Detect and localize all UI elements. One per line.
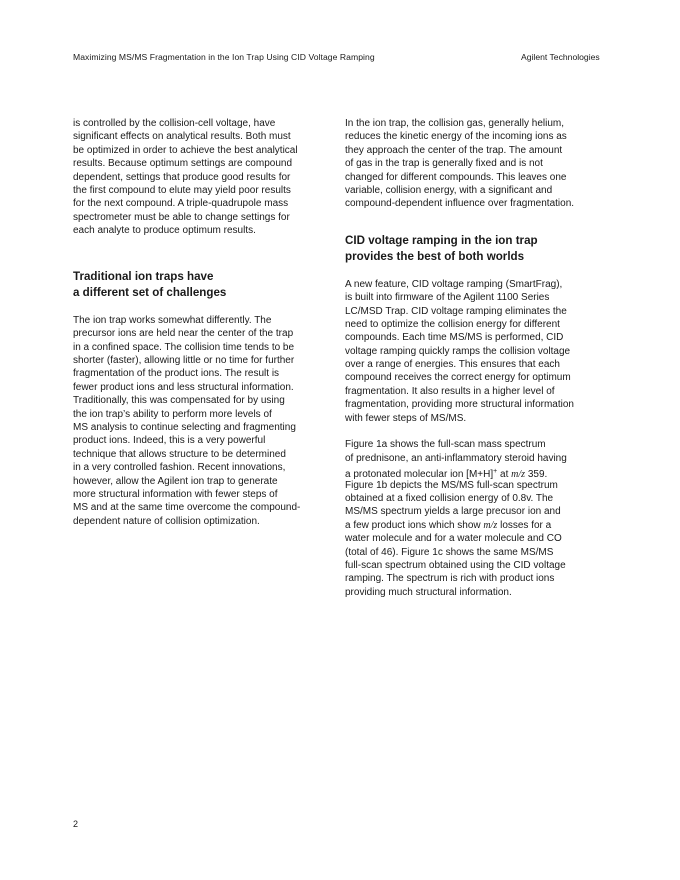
text-line: reduces the kinetic energy of the incoming ions as [345,131,567,143]
heading-line: CID voltage ramping in the ion trap [345,233,538,247]
mz-symbol: m/z [483,519,498,531]
left-paragraph-1 [73,117,335,238]
text-line: more structural information with fewer steps of [73,488,278,500]
text-line: fragmentation, providing more structural information [345,399,574,411]
text-line: significant effects on analytical results. Both must [73,131,291,143]
text-line: Traditionally, this was compensated for by using [73,395,285,407]
text-line: water molecule and for a water molecule and CO [345,533,562,545]
text-line: precursor ions are held near the center of the trap [73,328,294,340]
text-line: MS analysis to continue selecting and fragmenting [73,422,296,434]
text-line: they approach the center of the trap. The amount [345,144,563,156]
text-line [345,465,613,481]
text-line: is built into firmware of the Agilent 1100 Series [345,292,550,304]
text-fragment: a few product ions which show [345,519,484,531]
text-line: dependent, settings that produce good results for [73,171,291,183]
text-line: (total of 46). Figure 1c shows the same MS/MS [345,546,554,558]
text-line: compound-dependent influence over fragmentation. [345,198,575,210]
running-header-company: Agilent Technologies [521,52,600,62]
right-paragraph-3 [345,438,613,599]
text-line: however, allow the Agilent ion trap to generate [73,475,278,487]
text-line: fragmentation of the product ions. The result is [73,368,280,380]
text-line: voltage ramping quickly ramps the collision voltage [345,345,571,357]
text-fragment: at [497,469,512,481]
text-line: MS and at the same time overcome the compound- [73,502,301,514]
text-line: full-scan spectrum obtained using the CID voltage [345,559,566,571]
text-line: over a range of energies. This ensures that each [345,359,560,371]
page-number: 2 [73,819,79,829]
text-line: ramping. The spectrum is rich with product ions [345,573,555,585]
right-column [345,117,613,599]
text-line: Figure 1b depicts the MS/MS full-scan spectrum [345,479,558,491]
text-line: of gas in the trap is generally fixed and is not [345,158,543,170]
text-line: need to optimize the collision energy for different [345,318,560,330]
text-line: MS/MS spectrum yields a large precusor ion and [345,506,561,518]
text-line: be optimized in order to achieve the best analytical [73,144,298,156]
text-line: shorter (faster), allowing little or no time for further [73,355,295,367]
left-column [73,117,335,528]
right-paragraph-1 [345,117,613,211]
mz-symbol: m/z [511,469,526,481]
text-line: providing much structural information. [345,586,512,598]
text-line: LC/MSD Trap. CID voltage ramping eliminates the [345,305,567,317]
running-header-title: Maximizing MS/MS Fragmentation in the Ion Trap Using CID Voltage Ramping [73,52,375,62]
text-line: in a confined space. The collision time tends to be [73,341,295,353]
text-line: changed for different compounds. This leaves one [345,171,567,183]
text-fragment: losses for a [497,519,552,531]
text-line: The ion trap works somewhat differently. The [73,314,272,326]
text-line: is controlled by the collision-cell voltage, have [73,118,276,129]
right-paragraph-2 [345,278,613,425]
text-line: with fewer steps of MS/MS. [345,412,467,424]
text-line: Figure 1a shows the full-scan mass spectrum [345,439,546,451]
text-line [345,519,613,532]
text-line: product ions. Indeed, this is a very powerful [73,435,266,447]
text-line: the first compound to elute may yield poor results [73,184,291,196]
text-line: compound receives the correct energy for optimum [345,372,571,384]
heading-line: a different set of challenges [73,285,227,299]
text-line: for the next compound. A triple-quadrupole mass [73,198,289,210]
text-line: of prednisone, an anti-inflammatory steroid having [345,452,567,464]
section-heading-traditional-ion-traps [73,269,335,301]
text-line: variable, collision energy, with a significant and [345,184,553,196]
text-fragment: 359. [525,469,548,481]
text-line: spectrometer must be able to change settings for [73,211,290,223]
heading-line: Traditional ion traps have [73,269,214,283]
text-line: technique that allows structure to be determined [73,448,286,460]
text-line: compounds. Each time MS/MS is performed, CID [345,332,564,344]
text-line: In the ion trap, the collision gas, generally helium, [345,118,565,129]
superscript: + [493,468,498,476]
text-fragment: a protonated molecular ion [M+H] [345,469,494,481]
text-line: the ion trap’s ability to perform more levels of [73,408,272,420]
text-line: each analyte to produce optimum results. [73,225,256,237]
text-line: A new feature, CID voltage ramping (SmartFrag), [345,278,563,290]
text-line: fragmentation. It also results in a higher level of [345,385,555,397]
left-paragraph-2 [73,314,335,528]
text-line: fewer product ions and less structural information. [73,381,294,393]
text-line: dependent nature of collision optimization. [73,515,260,527]
text-line: in a very controlled fashion. Recent innovations, [73,462,286,474]
text-line: obtained at a fixed collision energy of 0.8v. The [345,492,554,504]
text-line: results. Because optimum settings are compound [73,158,292,170]
heading-line: provides the best of both worlds [345,249,525,263]
section-heading-cid-voltage-ramping [345,233,613,265]
